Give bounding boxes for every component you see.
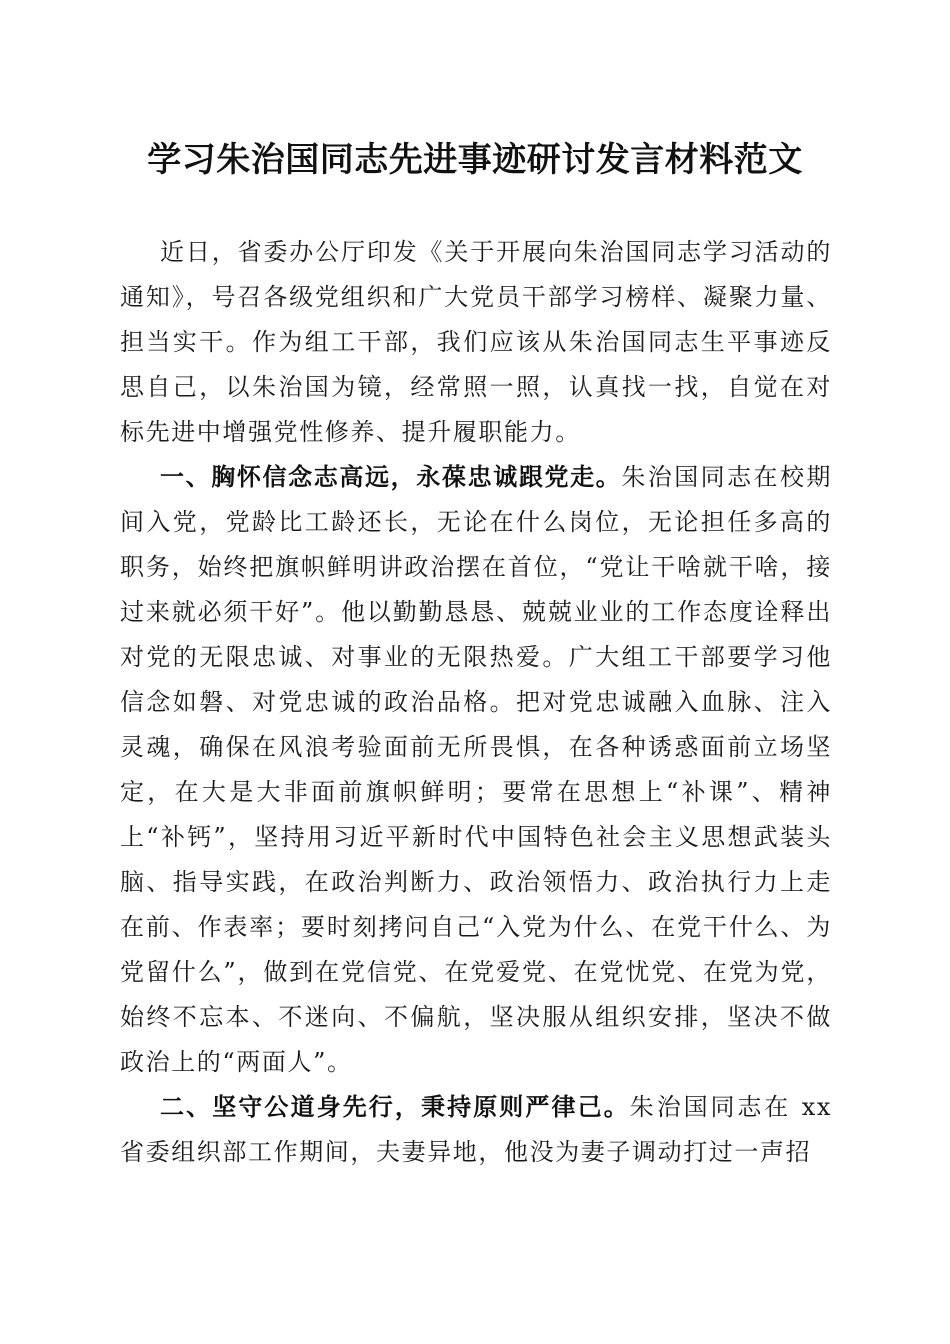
- section-2-paragraph: [120, 1085, 832, 1175]
- section-2-heading: 二、坚守公道身先行，秉持原则严律己。: [160, 1093, 630, 1121]
- document-title: 学习朱治国同志先进事迹研讨发言材料范文: [147, 140, 803, 180]
- document-body: [120, 230, 832, 1175]
- section-1-paragraph: [120, 455, 832, 1085]
- section-2-text: 朱治国同志在 xx 省委组织部工作期间，夫妻异地，他没为妻子调动打过一声招: [120, 1093, 832, 1166]
- section-1-heading: 一、胸怀信念志高远，永葆忠诚跟党走。: [160, 463, 622, 491]
- section-1-text: 朱治国同志在校期间入党，党龄比工龄还长，无论在什么岗位，无论担任多高的职务，始终把旗帜鲜明讲政治摆在首位，“党让干啥就干啥，接过来就必须干好”。他以勤勤恳恳、兢兢业业的工作态度诠释出对党的无限忠诚、对事业的无限热爱。广大组工干部要学习他信念如磐、对党忠诚的政治品格。把对党忠诚融入血脉、注入灵魂，确保在风浪考验面前无所畏惧，在各种诱惑面前立场坚定，在大是大非面前旗帜鲜明；要常在思想上“补课”、精神上“补钙”，坚持用习近平新时代中国特色社会主义思想武装头脑、指导实践，在政治判断力、政治领悟力、政治执行力上走在前、作表率；要时刻拷问自己“入党为什么、在党干什么、为党留什么”，做到在党信党、在党爱党、在党忧党、在党为党，始终不忘本、不迷向、不偏航，坚决服从组织安排，坚决不做政治上的“两面人”。: [120, 463, 832, 1076]
- intro-paragraph: [120, 230, 832, 455]
- intro-paragraph-text: 近日，省委办公厅印发《关于开展向朱治国同志学习活动的通知》，号召各级党组织和广大党员干部学习榜样、凝聚力量、担当实干。作为组工干部，我们应该从朱治国同志生平事迹反思自己，以朱治国为镜，经常照一照，认真找一找，自觉在对标先进中增强党性修养、提升履职能力。: [120, 238, 832, 446]
